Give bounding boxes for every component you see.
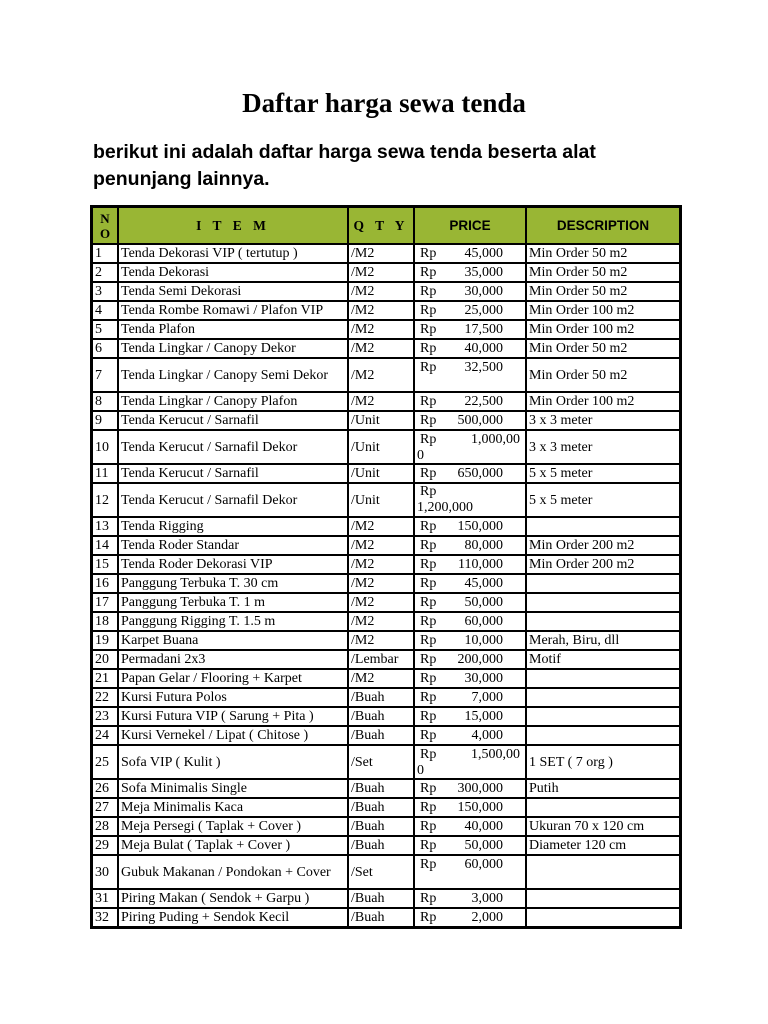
currency-label: Rp xyxy=(420,614,437,629)
column-header-qty: Q T Y xyxy=(348,207,414,244)
price-amount: 7,000 xyxy=(471,690,503,705)
row-number: 29 xyxy=(92,836,118,855)
row-qty: /M2 xyxy=(348,574,414,593)
table-row xyxy=(92,574,680,593)
row-number: 16 xyxy=(92,574,118,593)
row-qty: /Buah xyxy=(348,908,414,927)
row-item: Piring Makan ( Sendok + Garpu ) xyxy=(118,889,348,908)
row-qty: /Lembar xyxy=(348,650,414,669)
row-qty: /M2 xyxy=(348,669,414,688)
row-item: Tenda Lingkar / Canopy Semi Dekor xyxy=(118,358,348,392)
row-description: Min Order 50 m2 xyxy=(526,263,680,282)
row-item: Tenda Kerucut / Sarnafil Dekor xyxy=(118,483,348,517)
currency-label: Rp xyxy=(420,910,437,925)
table-row xyxy=(92,358,680,392)
row-number: 30 xyxy=(92,855,118,889)
row-number: 31 xyxy=(92,889,118,908)
row-description xyxy=(526,707,680,726)
row-description xyxy=(526,889,680,908)
row-price xyxy=(414,798,526,817)
row-number: 4 xyxy=(92,301,118,320)
table-row xyxy=(92,263,680,282)
price-amount: 1,000,00 xyxy=(471,432,520,447)
currency-label: Rp xyxy=(420,360,437,375)
currency-label: Rp xyxy=(420,466,437,481)
row-item: Tenda Plafon xyxy=(118,320,348,339)
column-header-price: PRICE xyxy=(414,207,526,244)
row-qty: /M2 xyxy=(348,358,414,392)
currency-label: Rp xyxy=(420,857,437,872)
table-row xyxy=(92,392,680,411)
currency-label: Rp xyxy=(420,690,437,705)
row-number: 20 xyxy=(92,650,118,669)
row-description xyxy=(526,726,680,745)
price-amount: 30,000 xyxy=(464,284,503,299)
row-item: Tenda Lingkar / Canopy Dekor xyxy=(118,339,348,358)
table-row xyxy=(92,798,680,817)
price-amount: 200,000 xyxy=(457,652,503,667)
row-qty: /Buah xyxy=(348,798,414,817)
row-number: 1 xyxy=(92,244,118,263)
row-number: 24 xyxy=(92,726,118,745)
currency-label: Rp xyxy=(420,394,437,409)
table-row xyxy=(92,779,680,798)
row-item: Tenda Roder Dekorasi VIP xyxy=(118,555,348,574)
currency-label: Rp xyxy=(420,595,437,610)
table-header-row xyxy=(92,207,680,244)
row-price xyxy=(414,358,526,392)
row-item: Meja Bulat ( Taplak + Cover ) xyxy=(118,836,348,855)
row-qty: /Unit xyxy=(348,430,414,464)
price-amount: 32,500 xyxy=(464,360,503,375)
row-qty: /Buah xyxy=(348,817,414,836)
currency-label: Rp xyxy=(420,265,437,280)
price-amount: 4,000 xyxy=(471,728,503,743)
row-number: 14 xyxy=(92,536,118,555)
price-amount: 50,000 xyxy=(464,838,503,853)
currency-label: Rp xyxy=(420,891,437,906)
row-qty: /M2 xyxy=(348,244,414,263)
row-number: 28 xyxy=(92,817,118,836)
row-price xyxy=(414,574,526,593)
row-description: Putih xyxy=(526,779,680,798)
row-description: Min Order 100 m2 xyxy=(526,301,680,320)
row-qty: /Buah xyxy=(348,707,414,726)
row-price xyxy=(414,779,526,798)
row-item: Gubuk Makanan / Pondokan + Cover xyxy=(118,855,348,889)
table-row xyxy=(92,817,680,836)
table-row xyxy=(92,483,680,517)
column-header-description: DESCRIPTION xyxy=(526,207,680,244)
row-description: Min Order 50 m2 xyxy=(526,282,680,301)
table-row xyxy=(92,282,680,301)
row-item: Tenda Dekorasi xyxy=(118,263,348,282)
row-item: Panggung Rigging T. 1.5 m xyxy=(118,612,348,631)
row-number: 25 xyxy=(92,745,118,779)
price-amount: 60,000 xyxy=(464,614,503,629)
row-description: 5 x 5 meter xyxy=(526,464,680,483)
price-amount: 35,000 xyxy=(464,265,503,280)
table-row xyxy=(92,320,680,339)
row-description: Min Order 100 m2 xyxy=(526,320,680,339)
currency-label: Rp xyxy=(420,819,437,834)
row-qty: /M2 xyxy=(348,320,414,339)
row-item: Tenda Dekorasi VIP ( tertutup ) xyxy=(118,244,348,263)
row-description: 3 x 3 meter xyxy=(526,411,680,430)
price-amount: 25,000 xyxy=(464,303,503,318)
row-description: Min Order 50 m2 xyxy=(526,244,680,263)
table-row xyxy=(92,631,680,650)
table-row xyxy=(92,244,680,263)
row-description: Min Order 200 m2 xyxy=(526,536,680,555)
row-price xyxy=(414,339,526,358)
row-price xyxy=(414,650,526,669)
row-number: 22 xyxy=(92,688,118,707)
intro-paragraph: berikut ini adalah daftar harga sewa tenda beserta alat penunjang lainnya. xyxy=(93,141,596,190)
row-item: Sofa Minimalis Single xyxy=(118,779,348,798)
currency-label: Rp xyxy=(420,652,437,667)
row-number: 18 xyxy=(92,612,118,631)
price-amount: 45,000 xyxy=(464,246,503,261)
row-price xyxy=(414,836,526,855)
price-amount: 40,000 xyxy=(464,819,503,834)
table-row xyxy=(92,908,680,927)
row-description: Min Order 50 m2 xyxy=(526,339,680,358)
row-price xyxy=(414,430,526,464)
row-price xyxy=(414,282,526,301)
row-description xyxy=(526,593,680,612)
price-amount: 3,000 xyxy=(471,891,503,906)
currency-label: Rp xyxy=(420,322,437,337)
row-price xyxy=(414,517,526,536)
row-description: 5 x 5 meter xyxy=(526,483,680,517)
row-qty: /M2 xyxy=(348,555,414,574)
price-amount: 15,000 xyxy=(464,709,503,724)
row-price xyxy=(414,483,526,517)
row-price xyxy=(414,464,526,483)
row-description: Diameter 120 cm xyxy=(526,836,680,855)
table-row xyxy=(92,517,680,536)
row-number: 6 xyxy=(92,339,118,358)
row-number: 27 xyxy=(92,798,118,817)
row-qty: /M2 xyxy=(348,593,414,612)
row-number: 12 xyxy=(92,483,118,517)
row-number: 26 xyxy=(92,779,118,798)
row-item: Tenda Kerucut / Sarnafil xyxy=(118,411,348,430)
row-number: 15 xyxy=(92,555,118,574)
row-number: 7 xyxy=(92,358,118,392)
table-row xyxy=(92,430,680,464)
row-price xyxy=(414,688,526,707)
row-item: Piring Puding + Sendok Kecil xyxy=(118,908,348,927)
currency-label: Rp xyxy=(420,413,437,428)
price-amount: 60,000 xyxy=(464,857,503,872)
row-description: 3 x 3 meter xyxy=(526,430,680,464)
row-price xyxy=(414,631,526,650)
currency-label: Rp xyxy=(420,728,437,743)
row-price xyxy=(414,612,526,631)
row-description: Min Order 50 m2 xyxy=(526,358,680,392)
price-amount: 45,000 xyxy=(464,576,503,591)
row-description: Merah, Biru, dll xyxy=(526,631,680,650)
currency-label: Rp xyxy=(420,709,437,724)
price-amount: 500,000 xyxy=(457,413,503,428)
row-price xyxy=(414,536,526,555)
currency-label: Rp xyxy=(420,284,437,299)
table-row xyxy=(92,593,680,612)
row-price xyxy=(414,855,526,889)
currency-label: Rp xyxy=(420,747,437,762)
price-amount-wrapped: 0 xyxy=(417,763,424,778)
row-qty: /M2 xyxy=(348,263,414,282)
row-price xyxy=(414,817,526,836)
row-qty: /Buah xyxy=(348,779,414,798)
row-qty: /Unit xyxy=(348,483,414,517)
row-item: Tenda Semi Dekorasi xyxy=(118,282,348,301)
currency-label: Rp xyxy=(420,246,437,261)
price-amount-wrapped: 1,200,000 xyxy=(417,500,473,515)
row-item: Permadani 2x3 xyxy=(118,650,348,669)
row-price xyxy=(414,726,526,745)
price-amount: 22,500 xyxy=(464,394,503,409)
row-item: Tenda Roder Standar xyxy=(118,536,348,555)
column-header-no: N O xyxy=(92,207,118,244)
row-qty: /M2 xyxy=(348,536,414,555)
row-item: Sofa VIP ( Kulit ) xyxy=(118,745,348,779)
row-number: 9 xyxy=(92,411,118,430)
table-row xyxy=(92,726,680,745)
price-amount: 80,000 xyxy=(464,538,503,553)
price-amount: 650,000 xyxy=(457,466,503,481)
currency-label: Rp xyxy=(420,303,437,318)
row-price xyxy=(414,320,526,339)
currency-label: Rp xyxy=(420,432,437,447)
row-item: Karpet Buana xyxy=(118,631,348,650)
row-qty: /Buah xyxy=(348,889,414,908)
row-description: Min Order 100 m2 xyxy=(526,392,680,411)
currency-label: Rp xyxy=(420,781,437,796)
price-amount: 17,500 xyxy=(464,322,503,337)
row-number: 11 xyxy=(92,464,118,483)
row-description: Min Order 200 m2 xyxy=(526,555,680,574)
price-amount: 30,000 xyxy=(464,671,503,686)
price-amount: 300,000 xyxy=(457,781,503,796)
table-row xyxy=(92,612,680,631)
row-price xyxy=(414,263,526,282)
row-price xyxy=(414,301,526,320)
table-row xyxy=(92,411,680,430)
row-number: 23 xyxy=(92,707,118,726)
row-number: 21 xyxy=(92,669,118,688)
column-header-item: I T E M xyxy=(118,207,348,244)
row-price xyxy=(414,707,526,726)
currency-label: Rp xyxy=(420,484,437,499)
row-item: Panggung Terbuka T. 1 m xyxy=(118,593,348,612)
row-qty: /Set xyxy=(348,745,414,779)
price-amount: 1,500,00 xyxy=(471,747,520,762)
row-description xyxy=(526,517,680,536)
row-description xyxy=(526,669,680,688)
row-number: 13 xyxy=(92,517,118,536)
price-table xyxy=(90,205,682,929)
row-number: 5 xyxy=(92,320,118,339)
row-price xyxy=(414,244,526,263)
row-qty: /M2 xyxy=(348,392,414,411)
row-item: Kursi Vernekel / Lipat ( Chitose ) xyxy=(118,726,348,745)
table-row xyxy=(92,464,680,483)
row-item: Tenda Rombe Romawi / Plafon VIP xyxy=(118,301,348,320)
row-description: Ukuran 70 x 120 cm xyxy=(526,817,680,836)
row-qty: /M2 xyxy=(348,517,414,536)
row-number: 3 xyxy=(92,282,118,301)
currency-label: Rp xyxy=(420,671,437,686)
currency-label: Rp xyxy=(420,576,437,591)
row-number: 17 xyxy=(92,593,118,612)
row-description xyxy=(526,798,680,817)
row-number: 2 xyxy=(92,263,118,282)
table-row xyxy=(92,855,680,889)
row-description xyxy=(526,908,680,927)
row-item: Tenda Kerucut / Sarnafil Dekor xyxy=(118,430,348,464)
currency-label: Rp xyxy=(420,800,437,815)
row-item: Tenda Kerucut / Sarnafil xyxy=(118,464,348,483)
row-number: 19 xyxy=(92,631,118,650)
row-qty: /Buah xyxy=(348,836,414,855)
row-price xyxy=(414,555,526,574)
price-amount-wrapped: 0 xyxy=(417,448,424,463)
row-number: 10 xyxy=(92,430,118,464)
currency-label: Rp xyxy=(420,519,437,534)
currency-label: Rp xyxy=(420,341,437,356)
row-description xyxy=(526,855,680,889)
price-amount: 150,000 xyxy=(457,519,503,534)
table-row xyxy=(92,707,680,726)
row-item: Meja Minimalis Kaca xyxy=(118,798,348,817)
row-item: Panggung Terbuka T. 30 cm xyxy=(118,574,348,593)
row-price xyxy=(414,411,526,430)
row-price xyxy=(414,392,526,411)
table-row xyxy=(92,339,680,358)
table-row xyxy=(92,836,680,855)
price-amount: 40,000 xyxy=(464,341,503,356)
currency-label: Rp xyxy=(420,838,437,853)
row-item: Meja Persegi ( Taplak + Cover ) xyxy=(118,817,348,836)
currency-label: Rp xyxy=(420,633,437,648)
price-amount: 110,000 xyxy=(458,557,503,572)
row-qty: /Set xyxy=(348,855,414,889)
row-qty: /M2 xyxy=(348,612,414,631)
row-item: Tenda Lingkar / Canopy Plafon xyxy=(118,392,348,411)
row-qty: /Unit xyxy=(348,411,414,430)
row-description: Motif xyxy=(526,650,680,669)
page-title: Daftar harga sewa tenda xyxy=(242,88,526,118)
row-item: Tenda Rigging xyxy=(118,517,348,536)
row-qty: /Buah xyxy=(348,688,414,707)
table-row xyxy=(92,650,680,669)
row-number: 32 xyxy=(92,908,118,927)
table-row xyxy=(92,301,680,320)
row-item: Papan Gelar / Flooring + Karpet xyxy=(118,669,348,688)
row-item: Kursi Futura Polos xyxy=(118,688,348,707)
row-item: Kursi Futura VIP ( Sarung + Pita ) xyxy=(118,707,348,726)
row-number: 8 xyxy=(92,392,118,411)
currency-label: Rp xyxy=(420,538,437,553)
row-description xyxy=(526,688,680,707)
row-description xyxy=(526,574,680,593)
row-qty: /M2 xyxy=(348,282,414,301)
table-row xyxy=(92,536,680,555)
price-amount: 150,000 xyxy=(457,800,503,815)
table-row xyxy=(92,889,680,908)
row-qty: /M2 xyxy=(348,301,414,320)
row-qty: /M2 xyxy=(348,631,414,650)
row-price xyxy=(414,593,526,612)
table-row xyxy=(92,555,680,574)
row-description xyxy=(526,612,680,631)
row-price xyxy=(414,889,526,908)
currency-label: Rp xyxy=(420,557,437,572)
row-qty: /Buah xyxy=(348,726,414,745)
table-row xyxy=(92,669,680,688)
row-qty: /Unit xyxy=(348,464,414,483)
row-price xyxy=(414,908,526,927)
row-price xyxy=(414,745,526,779)
row-price xyxy=(414,669,526,688)
price-amount: 50,000 xyxy=(464,595,503,610)
row-description: 1 SET ( 7 org ) xyxy=(526,745,680,779)
table-row xyxy=(92,745,680,779)
price-amount: 10,000 xyxy=(464,633,503,648)
table-row xyxy=(92,688,680,707)
price-amount: 2,000 xyxy=(471,910,503,925)
row-qty: /M2 xyxy=(348,339,414,358)
